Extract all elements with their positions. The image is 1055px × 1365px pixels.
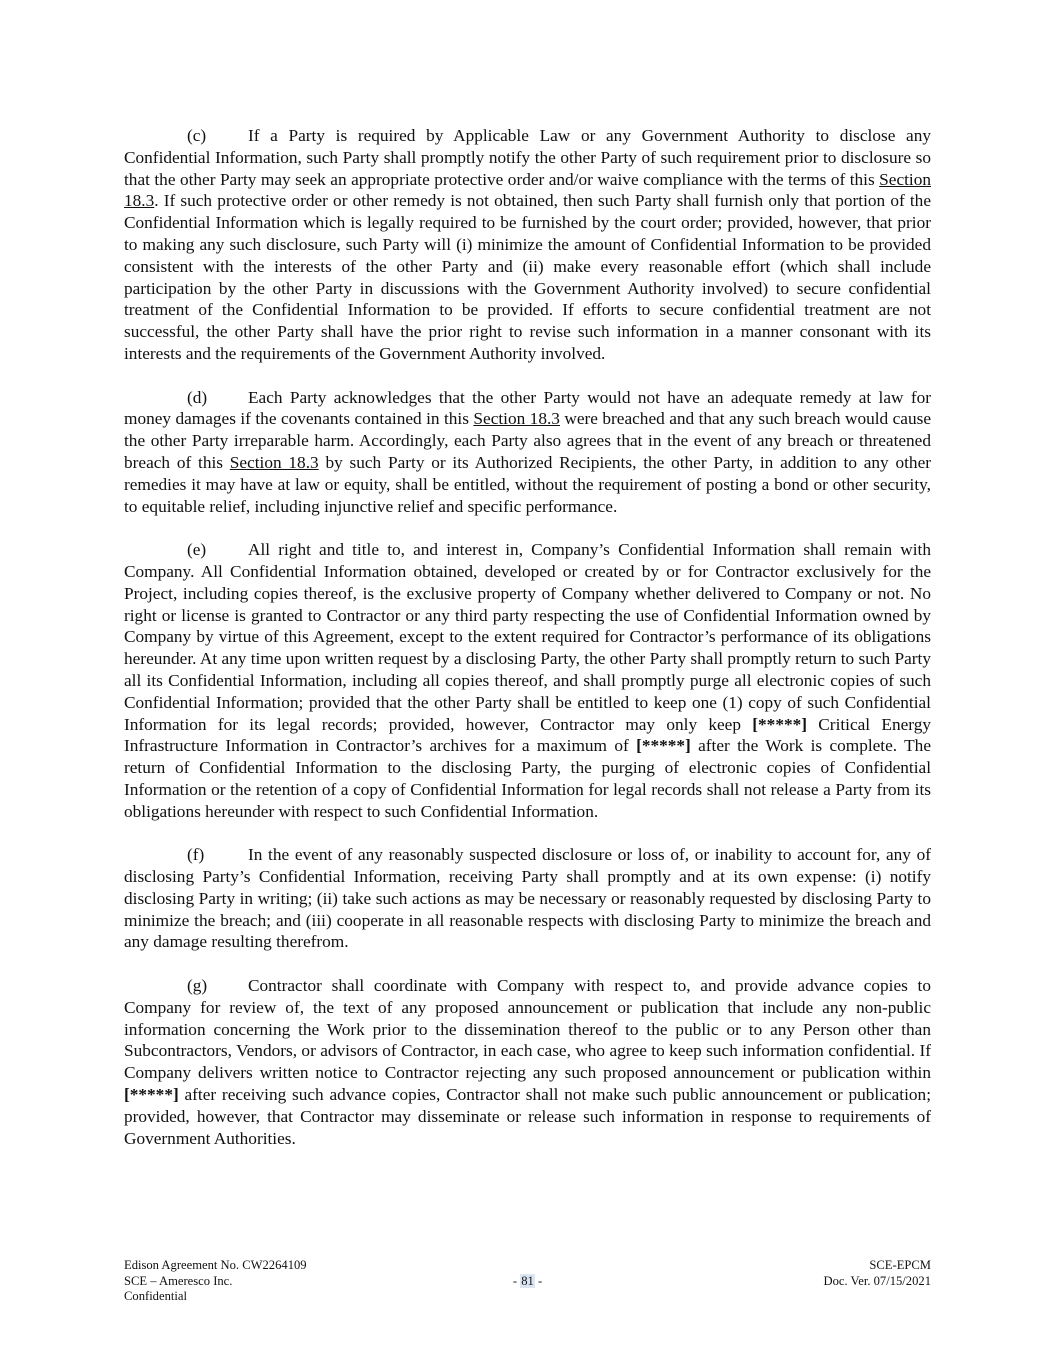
section-reference-link[interactable]: Section 18.3 [473,409,560,429]
footer-page-number: - 81 - [512,1273,543,1288]
redaction-marker: [*****] [752,714,807,734]
paragraph-g: (g) Contractor shall coordinate with Company with respect to, and provide advance copies to Company for review of, the text of any proposed announcement or publication that include any non-public information concerning the Work prior to the dissemination thereof to the public or to any Person other than Subcontractors, Vendors, or advisors of Contractor, in each case, who agree to keep such information confidential. If Company delivers written notice to Contractor rejecting any such proposed announcement or publication within [*****] after receiving such advance copies, Contractor shall not make such public announcement or publication; provided, however, that Contractor may disseminate or release such information in response to requirements of Government Authorities. [124,976,931,1148]
parties: SCE – Ameresco Inc. [124,1273,233,1288]
document-version: Doc. Ver. 07/15/2021 [823,1273,931,1288]
paragraph-d: (d) Each Party acknowledges that the other Party would not have an adequate remedy at law for money damages if the covenants contained in this Section 18.3 were breached and that any such breach would cause the other Party irreparable harm. Accordingly, each Party also agrees that in the event of any breach or threatened breach of this Section 18.3 by such Party or its Authorized Recipients, the other Party, in addition to any other remedies it may have at law or equity, shall be entitled, without the requirement of posting a bond or other security, to equitable relief, including injunctive relief and specific performance. [124,387,931,516]
agreement-number: Edison Agreement No. CW2264109 [124,1258,307,1272]
paragraph-label: (g) [187,976,208,996]
section-reference-link[interactable]: Section 18.3 [124,169,931,211]
paragraph-f: (f) In the event of any reasonably suspected disclosure or loss of, or inability to account for, any of disclosing Party’s Confidential Information, receiving Party shall promptly and at its own expense: (i) notify disclosing Party in writing; (ii) take such actions as may be necessary or reasonably requested by disclosing Party to minimize the breach; and (iii) cooperate in all reasonable respects with disclosing Party to minimize the breach and any damage resulting therefrom. [124,845,931,952]
footer-right [823,1258,931,1289]
document-body [124,125,931,1171]
paragraph-label: (d) [187,387,208,407]
paragraph-label: (c) [187,126,207,145]
paragraph-label: (e) [187,540,207,560]
redaction-marker: [*****] [124,1085,179,1105]
paragraph-e: (e) All right and title to, and interest in, Company’s Confidential Information shall remain with Company. All Confidential Information obtained, developed or created by or for Contractor exclusively for the Project, including copies thereof, is the exclusive property of Company whether delivered to Company or not. No right or license is granted to Contractor or any third party respecting the use of Confidential Information owned by Company by virtue of this Agreement, except to the extent required for Contractor’s performance of its obligations hereunder. At any time upon written request by a disclosing Party, the other Party shall promptly return to such Party all its Confidential Information, including all copies thereof, and shall promptly purge all electronic copies of such Confidential Information; provided that the other Party shall be entitled to keep one (1) copy of such Confidential Information for its legal records; provided, however, Contractor may only keep [*****] Critical Energy Infrastructure Information in Contractor’s archives for a maximum of [*****] after the Work is complete. The return of Confidential Information to the disclosing Party, the purging of electronic copies of Confidential Information or the retention of a copy of Confidential Information for legal records shall not release a Party from its obligations hereunder with respect to such Confidential Information. [124,540,931,821]
confidential-label: Confidential [124,1289,187,1303]
paragraph-label: (f) [187,845,205,865]
redaction-marker: [*****] [636,736,691,756]
section-reference-link[interactable]: Section 18.3 [229,452,319,472]
document-code: SCE-EPCM [869,1258,931,1272]
paragraph-c: (c) If a Party is required by Applicable Law or any Government Authority to disclose any Confidential Information, such Party shall promptly notify the other Party of such requirement prior to disclosure so that the other Party may seek an appropriate protective order and/or waive compliance with the terms of this Section 18.3. If such protective order or other remedy is not obtained, then such Party shall furnish only that portion of the Confidential Information which is legally required to be furnished by the court order; provided, however, that prior to making any such disclosure, such Party will (i) minimize the amount of Confidential Information to be provided consistent with the interests of the other Party and (ii) make every reasonable effort (which shall include participation by the other Party in discussions with the Government Authority involved) to secure confidential treatment of the Confidential Information to be provided. If efforts to secure confidential treatment are not successful, the other Party shall have the prior right to revise such information in a manner consonant with its interests and the requirements of the Government Authority involved. [124,126,931,363]
page-number: 81 [521,1273,534,1288]
